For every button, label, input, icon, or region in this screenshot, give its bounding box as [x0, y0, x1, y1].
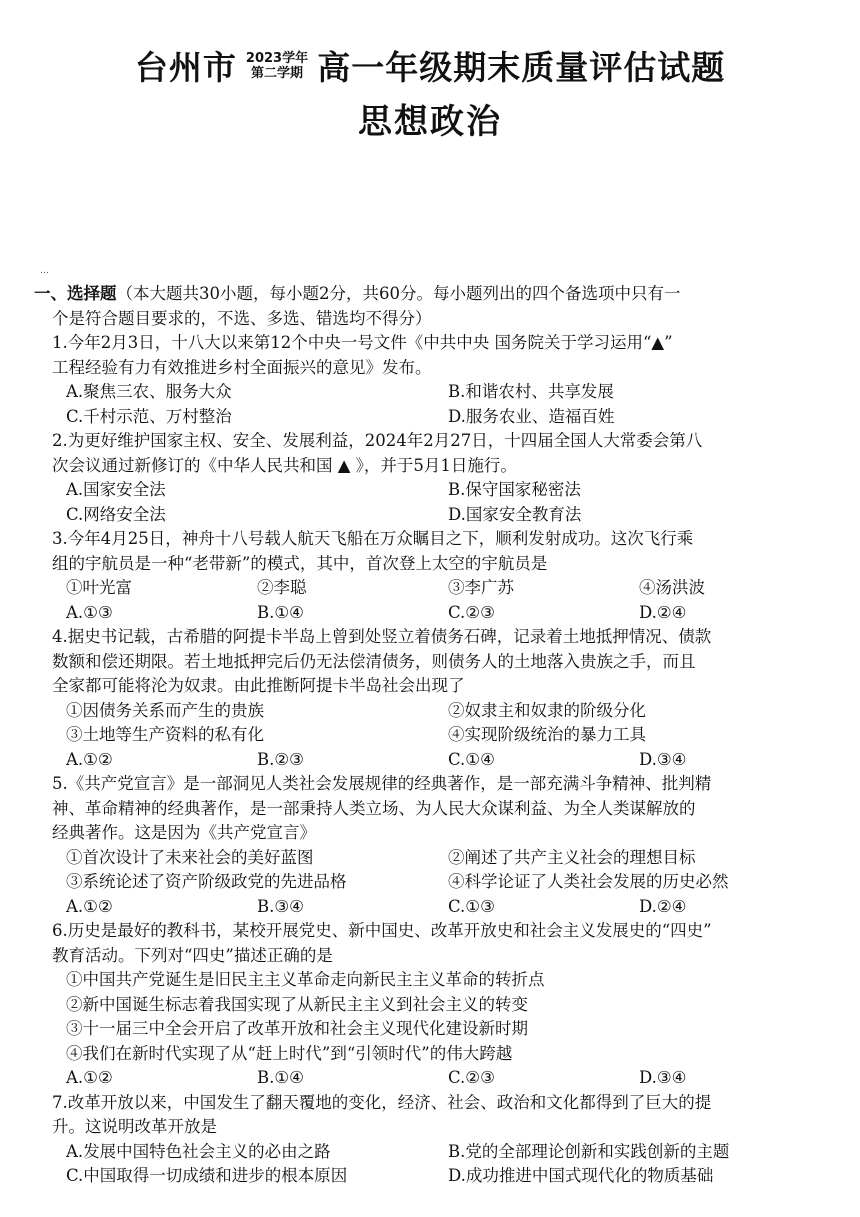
question-5 — [52, 772, 830, 919]
option-row — [52, 1017, 830, 1042]
option-row — [52, 699, 830, 724]
answer-option: A.①③ — [66, 602, 113, 622]
question-stem-line: 组的宇航员是一种“老带新”的模式，其中，首次登上太空的宇航员是 — [52, 553, 548, 573]
option-row — [52, 846, 830, 871]
answer-option: ④实现阶级统治的暴力工具 — [448, 725, 646, 744]
scan-smudge: … — [40, 266, 52, 276]
answer-option: C.①④ — [448, 749, 495, 769]
answer-option: ③十一届三中全会开启了改革开放和社会主义现代化建设新时期 — [66, 1019, 528, 1038]
section-header — [34, 282, 830, 331]
answer-option: ①首次设计了未来社会的美好蓝图 — [66, 847, 314, 867]
question-1 — [52, 331, 830, 429]
option-row — [52, 405, 830, 430]
question-stem-line: 教育活动。下列对“四史”描述正确的是 — [52, 945, 333, 965]
option-row — [52, 601, 830, 626]
answer-option: B.和谐农村、共享发展 — [448, 382, 614, 401]
answer-option: A.聚焦三农、服务大众 — [66, 382, 232, 401]
option-row — [52, 1042, 830, 1067]
answer-option: A.①② — [66, 749, 113, 769]
question-stem-line: 3.今年4月25日，神舟十八号载人航天飞船在万众瞩目之下，顺利发射成功。这次飞行乘 — [52, 529, 694, 548]
answer-option: ①中国共产党诞生是旧民主主义革命走向新民主主义革命的转折点 — [66, 970, 545, 989]
answer-option: B.党的全部理论创新和实践创新的主题 — [448, 1141, 730, 1161]
question-stem-line: 工程经验有力有效推进乡村全面振兴的意见》发布。 — [52, 357, 432, 377]
answer-option: C.中国取得一切成绩和进步的根本原因 — [66, 1166, 348, 1185]
section-instructions-line-1: （本大题共30小题，每小题2分，共60分。每小题列出的四个备选项中只有一 — [116, 284, 681, 303]
subject-title: 思想政治 — [358, 102, 502, 142]
answer-option: D.国家安全教育法 — [448, 504, 582, 524]
question-content — [34, 282, 830, 1189]
answer-option: ③李广苏 — [448, 578, 514, 597]
question-stem-line: 升。这说明改革开放是 — [52, 1117, 217, 1136]
answer-option: C.千村示范、万村整治 — [66, 406, 232, 426]
exam-title-row — [0, 42, 860, 89]
exam-title: 高一年级期末质量评估试题 — [317, 48, 726, 87]
answer-option: B.保守国家秘密法 — [448, 480, 581, 499]
option-row — [52, 380, 830, 405]
answer-option: B.③④ — [257, 896, 304, 916]
option-row — [52, 1140, 830, 1165]
answer-option: A.①② — [66, 1068, 113, 1087]
question-stem-line: 1.今年2月3日，十八大以来第12个中央一号文件《中共中央 国务院关于学习运用“▲” — [52, 333, 673, 352]
question-stem-line: 7.改革开放以来，中国发生了翻天覆地的变化，经济、社会、政治和文化都得到了巨大的提 — [52, 1092, 712, 1112]
option-row — [52, 723, 830, 748]
option-row — [52, 748, 830, 773]
answer-option: ①因债务关系而产生的贵族 — [66, 700, 264, 720]
question-3 — [52, 527, 830, 625]
option-row — [52, 968, 830, 993]
answer-option: ②奴隶主和奴隶的阶级分化 — [448, 700, 646, 720]
option-row — [52, 576, 830, 601]
question-stem-line: 全家都可能将沦为奴隶。由此推断阿提卡半岛社会出现了 — [52, 676, 465, 695]
answer-option: ②阐述了共产主义社会的理想目标 — [448, 847, 696, 867]
option-row — [52, 1066, 830, 1091]
question-stem-line: 经典著作。这是因为《共产党宣言》 — [52, 823, 316, 842]
semester: 第二学期 — [250, 65, 303, 81]
academic-year: 2023学年 — [245, 50, 309, 66]
option-row — [52, 993, 830, 1018]
answer-option: ②李聪 — [257, 578, 307, 597]
question-stem-line: 次会议通过新修订的《中华人民共和国 ▲ 》，并于5月1日施行。 — [52, 455, 517, 475]
answer-option: C.②③ — [448, 602, 495, 622]
answer-option: ②新中国诞生标志着我国实现了从新民主主义到社会主义的转变 — [66, 994, 528, 1014]
answer-option: A.①② — [66, 896, 113, 916]
option-row — [52, 503, 830, 528]
answer-option: A.国家安全法 — [66, 480, 166, 499]
answer-option: C.②③ — [448, 1068, 495, 1087]
question-stem-line: 6.历史是最好的教科书，某校开展党史、新中国史、改革开放史和社会主义发展史的“四史” — [52, 921, 712, 940]
question-7 — [52, 1091, 830, 1189]
answer-option: B.②③ — [257, 749, 304, 769]
question-stem-line: 5.《共产党宣言》是一部洞见人类社会发展规律的经典著作，是一部充满斗争精神、批判精 — [52, 774, 712, 793]
term-stack — [246, 51, 308, 81]
question-6 — [52, 919, 830, 1091]
question-list — [52, 331, 830, 1189]
city-name: 台州市 — [134, 48, 237, 87]
question-stem-line: 神、革命精神的经典著作，是一部秉持人类立场、为人民大众谋利益、为全人类谋解放的 — [52, 798, 696, 818]
answer-option: ①叶光富 — [66, 578, 132, 597]
answer-option: D.成功推进中国式现代化的物质基础 — [448, 1166, 714, 1185]
answer-option: C.网络安全法 — [66, 504, 166, 524]
answer-option: A.发展中国特色社会主义的必由之路 — [66, 1141, 331, 1161]
answer-option: ④汤洪波 — [639, 578, 705, 597]
option-row — [52, 870, 830, 895]
option-row — [52, 895, 830, 920]
answer-option: ③土地等生产资料的私有化 — [66, 725, 264, 744]
answer-option: D.②④ — [639, 602, 687, 622]
question-stem-line: 2.为更好维护国家主权、安全、发展利益，2024年2月27日，十四届全国人大常委会第八 — [52, 431, 703, 450]
answer-option: D.服务农业、造福百姓 — [448, 406, 615, 426]
question-stem-line: 数额和偿还期限。若土地抵押完后仍无法偿清债务，则债务人的土地落入贵族之手，而且 — [52, 651, 696, 671]
option-row — [52, 1164, 830, 1189]
answer-option: B.①④ — [257, 1068, 304, 1087]
answer-option: D.②④ — [639, 896, 687, 916]
question-4 — [52, 625, 830, 772]
section-instructions-line-2: 个是符合题目要求的，不选、多选、错选均不得分） — [52, 308, 432, 328]
option-row — [52, 478, 830, 503]
answer-option: B.①④ — [257, 602, 304, 622]
answer-option: C.①③ — [448, 896, 495, 916]
answer-option: ④我们在新时代实现了从“赶上时代”到“引领时代”的伟大跨越 — [66, 1043, 513, 1063]
answer-option: D.③④ — [639, 1068, 687, 1087]
answer-option: D.③④ — [639, 749, 687, 769]
answer-option: ④科学论证了人类社会发展的历史必然 — [448, 872, 729, 891]
answer-option: ③系统论述了资产阶级政党的先进品格 — [66, 872, 347, 891]
section-heading: 一、选择题 — [34, 284, 117, 303]
question-stem-line: 4.据史书记载，古希腊的阿提卡半岛上曾到处竖立着债务石碑，记录着土地抵押情况、债款 — [52, 627, 712, 646]
question-2 — [52, 429, 830, 527]
